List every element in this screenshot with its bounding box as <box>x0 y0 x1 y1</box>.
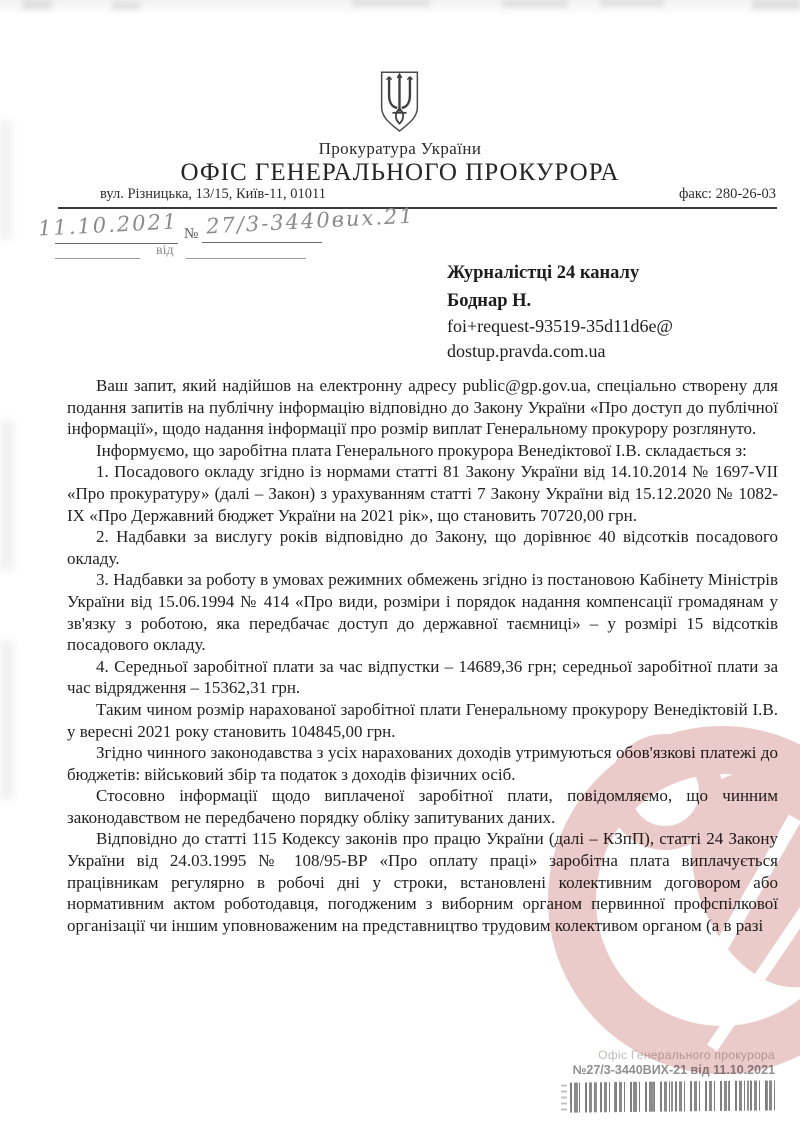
recipient-block <box>447 261 673 364</box>
org-address: вул. Різницька, 13/15, Київ-11, 01011 <box>100 186 327 202</box>
handwritten-date: 11.10.2021 <box>37 209 179 241</box>
handwritten-outgoing-number: 27/3-3440вих.21 <box>205 203 416 239</box>
letter-body <box>67 375 778 936</box>
paragraph: 4. Середньої заробітної плати за час відпустки – 14689,36 грн; середньої заробітної плати за час відрядження – 15362,31 грн. <box>67 656 778 698</box>
recipient-email-part1: foi+request-93519-35d11d6e@ <box>447 316 674 336</box>
scan-artifact <box>112 2 140 9</box>
header-divider <box>58 207 777 209</box>
stamp-number: №27/3-3440ВИХ-21 від 11.10.2021 <box>572 1063 775 1077</box>
blank-line <box>55 244 140 259</box>
blank-line <box>186 244 306 259</box>
scan-artifact <box>752 0 800 9</box>
scan-artifact <box>22 0 52 9</box>
paragraph: 1. Посадового окладу згідно із нормами статті 81 Закону України від 14.10.2014 № 1697-VII «Про прокуратуру» (далі – Закон) з урахуванням статті 7 Закону України від 15.12.2020 № 1082-IX «Про Державний бюджет України на 2021 рік», що становить 70720,00 грн. <box>67 462 778 525</box>
org-name-main: ОФІС ГЕНЕРАЛЬНОГО ПРОКУРОРА <box>180 159 620 186</box>
recipient-name: Боднар Н. <box>447 291 532 311</box>
stamp-org-name: Офіс Генерального прокурора <box>598 1048 775 1062</box>
number-sign: № <box>184 226 199 242</box>
scan-artifact <box>0 420 14 570</box>
paragraph: Стосовно інформації щодо виплаченої заробітної плати, повідомляємо, що чинним законодавством не передбачено порядку обліку запитуваних даних. <box>67 786 778 827</box>
paragraph: Відповідно до статті 115 Кодексу законів про працю України (далі – КЗпП), статті 24 Закону України від 24.03.1995 № 108/95-ВР «Про оплату праці» заробітна плата виплачується працівникам регулярно в робочі дні у строки, встановлені колективним договором або нормативним актом роботодавця, погодженим з виборним органом первинної профспілкової організації чи іншим уповноваженим на представництво трудовим колективом органом (а в разі <box>67 829 778 935</box>
scan-artifact <box>502 0 568 7</box>
from-label: від <box>156 243 174 258</box>
scan-artifact <box>600 0 664 6</box>
ukraine-trident-emblem-icon <box>377 70 422 139</box>
paragraph: 3. Надбавки за роботу в умовах режимних обмежень згідно із постановою Кабінету Міністрів України від 15.06.1994 № 414 «Про види, розміри і порядок надання компенсації громадянам у зв'язку з роботою, яка передбачає доступ до державної таємниці» – у розмірі 15 відсотків посадового окладу. <box>67 570 778 655</box>
reply-reference-line <box>55 243 306 259</box>
barcode-icon <box>475 1080 775 1113</box>
scan-artifact <box>0 640 14 800</box>
recipient-email-part2: dostup.pravda.com.ua <box>447 341 606 361</box>
paragraph: Таким чином розмір нарахованої заробітної плати Генеральному прокурору Венедіктовій І.В. у вересні 2021 року становить 104845,00 грн. <box>67 699 778 741</box>
recipient-title: Журналістці 24 каналу <box>447 263 640 283</box>
registration-stamp <box>475 1048 775 1112</box>
barcode-bars <box>570 1080 775 1112</box>
org-name-small: Прокуратура України <box>318 139 482 158</box>
paragraph: Ваш запит, який надійшов на електронну адресу public@gp.gov.ua, спеціально створену для подання запитів на публічну інформацію відповідно до Закону України «Про доступ до публічної інформації», щодо надання інформації про розмір виплат Генеральному прокурору розглянуто. <box>67 376 778 439</box>
paragraph: Згідно чинного законодавства з усіх нарахованих доходів утримуються обов'язкові платежі до бюджетів: військовий збір та податок з доходів фізичних осіб. <box>67 743 778 784</box>
barcode-side-marks <box>561 1085 567 1111</box>
paragraph: Інформуємо, що заробітна плата Генерального прокурора Венедіктової І.В. складається з: <box>96 440 747 460</box>
paragraph: 2. Надбавки за вислугу років відповідно до Закону, що дорівнює 40 відсотків посадового окладу. <box>67 527 778 568</box>
org-fax: факс: 280-26-03 <box>678 186 776 202</box>
scan-artifact <box>352 0 430 6</box>
